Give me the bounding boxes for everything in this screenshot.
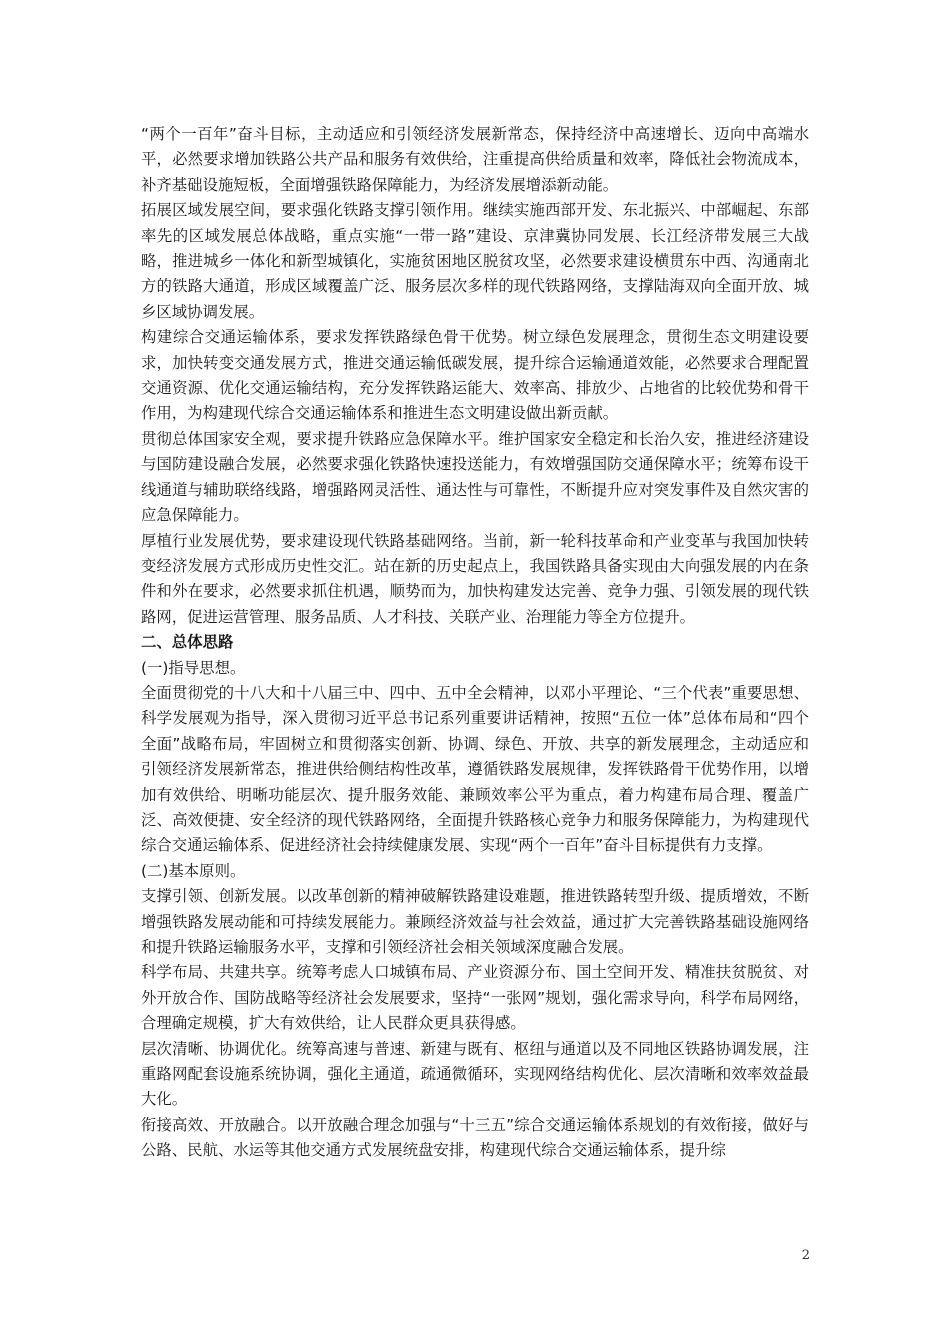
document-body xyxy=(141,122,809,1164)
principle-paragraph: 衔接高效、开放融合。以开放融合理念加强与“十三五”综合交通运输体系规划的有效衔接，做好与公路、民航、水运等其他交通方式发展统盘安排，构建现代综合交通运输体系，提升综 xyxy=(141,1115,809,1160)
principle-paragraph: 层次清晰、协调优化。统筹高速与普速、新建与既有、枢纽与通道以及不同地区铁路协调发展，注重路网配套设施系统协调，强化主通道，疏通微循环，实现网络结构优化、层次清晰和效率效益最大化。 xyxy=(141,1039,809,1109)
paragraph: “两个一百年”奋斗目标，主动适应和引领经济发展新常态，保持经济中高速增长、迈向中高端水平，必然要求增加铁路公共产品和服务有效供给，注重提高供给质量和效率，降低社会物流成本，补齐基础设施短板，全面增强铁路保障能力，为经济发展增添新动能。 xyxy=(141,125,809,194)
paragraph: 拓展区域发展空间，要求强化铁路支撑引领作用。继续实施西部开发、东北振兴、中部崛起、东部率先的区域发展总体战略，重点实施“一带一路”建设、京津冀协同发展、长江经济带发展三大战略，推进城乡一体化和新型城镇化，实施贫困地区脱贫攻坚，必然要求建设横贯东中西、沟通南北方的铁路大通道，形成区域覆盖广泛、服务层次多样的现代铁路网络，支撑陆海双向全面开放、城乡区域协调发展。 xyxy=(141,201,809,321)
subsection-title: (一)指导思想。 xyxy=(141,658,246,677)
principle-paragraph: 支撑引领、创新发展。以改革创新的精神破解铁路建设难题，推进铁路转型升级、提质增效，不断增强铁路发展动能和可持续发展能力。兼顾经济效益与社会效益，通过扩大完善铁路基础设施网络和提升铁路运输服务水平，支撑和引领经济社会相关领域深度融合发展。 xyxy=(141,887,809,956)
paragraph: 贯彻总体国家安全观，要求提升铁路应急保障水平。维护国家安全稳定和长治久安，推进经济建设与国防建设融合发展，必然要求强化铁路快速投送能力，有效增强国防交通保障水平；统筹布设干线通道与辅助联络线路，增强路网灵活性、通达性与可靠性，不断提升应对突发事件及自然灾害的应急保障能力。 xyxy=(141,429,809,525)
paragraph: 厚植行业发展优势，要求建设现代铁路基础网络。当前，新一轮科技革命和产业变革与我国加快转变经济发展方式形成历史性交汇。站在新的历史起点上，我国铁路具备实现由大向强发展的内在条件和外在要求，必然要求抓住机遇，顺势而为，加快构建发达完善、竞争力强、引领发展的现代铁路网，促进运营管理、服务品质、人才科技、关联产业、治理能力等全方位提升。 xyxy=(141,531,809,626)
subsection-title: (二)基本原则。 xyxy=(141,861,246,880)
principle-paragraph: 科学布局、共建共享。统筹考虑人口城镇布局、产业资源分布、国土空间开发、精准扶贫脱贫、对外开放合作、国防战略等经济社会发展要求，坚持“一张网”规划，强化需求导向，科学布局网络，合理确定规模，扩大有效供给，让人民群众更具获得感。 xyxy=(141,963,809,1033)
page-number: 2 xyxy=(801,1248,810,1263)
paragraph: 全面贯彻党的十八大和十八届三中、四中、五中全会精神，以邓小平理论、“三个代表”重要思想、科学发展观为指导，深入贯彻习近平总书记系列重要讲话精神，按照“五位一体”总体布局和“四个全面”战略布局，牢固树立和贯彻落实创新、协调、绿色、开放、共享的新发展理念，主动适应和引领经济发展新常态，推进供给侧结构性改革，遵循铁路发展规律，发挥铁路骨干优势作用，以增加有效供给、明晰功能层次、提升服务效能、兼顾效率公平为重点，着力构建布局合理、覆盖广泛、高效便捷、安全经济的现代铁路网络，全面提升铁路核心竞争力和服务保障能力，为构建现代综合交通运输体系、促进经济社会持续健康发展、实现“两个一百年”奋斗目标提供有力支撑。 xyxy=(141,683,809,855)
paragraph: 构建综合交通运输体系，要求发挥铁路绿色骨干优势。树立绿色发展理念，贯彻生态文明建设要求，加快转变交通发展方式，推进交通运输低碳发展，提升综合运输通道效能，必然要求合理配置交通资源、优化交通运输结构，充分发挥铁路运能大、效率高、排放少、占地省的比较优势和骨干作用，为构建现代综合交通运输体系和推进生态文明建设做出新贡献。 xyxy=(141,328,809,423)
section-heading: 二、总体思路 xyxy=(141,633,234,652)
